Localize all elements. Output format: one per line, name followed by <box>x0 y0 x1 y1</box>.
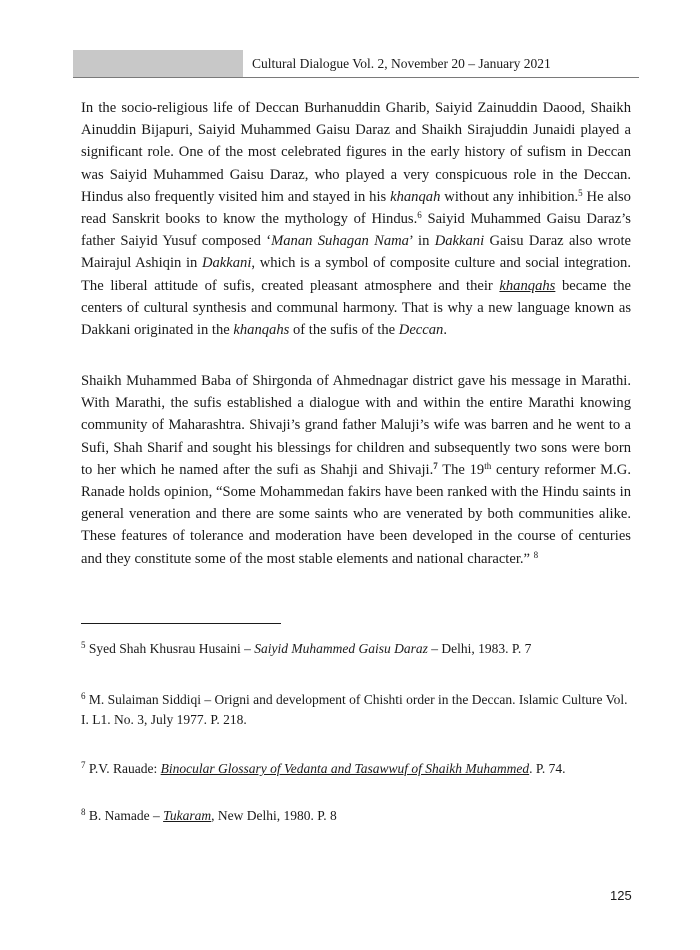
header-divider <box>73 77 639 78</box>
footnote-ref-8[interactable]: 8 <box>533 549 539 560</box>
ordinal-suffix: th <box>484 460 492 471</box>
text-run: The 19 <box>437 461 485 478</box>
footnote-number: 7 <box>81 760 86 770</box>
text-run: He also read Sanskrit books to know the mythology of Hindus. <box>81 188 631 228</box>
text-run: , New Delhi, 1980. P. 8 <box>211 808 337 823</box>
footnote-7 <box>81 759 633 779</box>
text-run: M. Sulaiman Siddiqi – Origni and development of Chishti order in the Deccan. Islamic Culture Vol. I. L1. No. 3, July 1977. P. 218. <box>81 692 628 727</box>
footnote-ref-5[interactable]: 5 <box>578 187 583 198</box>
italic-term: khanqah <box>390 188 441 205</box>
italic-term: Dakkani <box>201 255 252 272</box>
footnote-6 <box>81 690 633 730</box>
body-paragraph-1 <box>81 97 631 341</box>
text-run: , which is a symbol of composite culture and social integration. The liberal attitude of sufis, created pleasant atmosphere and their <box>81 255 631 294</box>
body-paragraph-2 <box>81 370 631 570</box>
text-run: In the socio-religious life of Deccan Burhanuddin Gharib, Saiyid Zainuddin Daood, Shaikh Ainuddin Bijapuri, Saiyid Muhammed Gaisu Daraz and Shaikh Sirajuddin Junaidi played a significant role. One of the most celebrated figures in the early history of sufism in Deccan was Saiyid Muhammed Gaisu Daraz, who played a very conspicuous role in the Deccan. Hindus also frequently visited him and stayed in his <box>81 100 631 205</box>
footnote-8 <box>81 806 633 826</box>
footnote-number: 8 <box>81 807 86 817</box>
text-run: – Delhi, 1983. P. 7 <box>427 641 532 656</box>
text-run: ’ in <box>408 233 435 250</box>
footnote-title: Binocular Glossary of Vedanta and Tasawwuf of Shaikh Muhammed <box>160 761 530 776</box>
text-run: Syed Shah Khusrau Husaini – <box>85 641 255 656</box>
footnote-title: Saiyid Muhammed Gaisu Daraz <box>254 641 428 656</box>
footnote-title: Tukaram <box>163 808 212 823</box>
page-number: 125 <box>610 888 632 903</box>
footnote-separator <box>81 623 281 624</box>
text-run: P.V. Rauade: <box>85 761 161 776</box>
text-run: of the sufis of the <box>289 322 399 339</box>
footnote-ref-7[interactable]: 7 <box>433 460 438 471</box>
text-run: B. Namade – <box>85 808 164 823</box>
header-shade-block <box>73 50 243 78</box>
text-run: without any inhibition. <box>440 188 579 205</box>
text-run: . P. 74. <box>529 761 566 776</box>
italic-underlined-term: khanqahs <box>499 277 556 294</box>
italic-term: Deccan <box>398 322 444 339</box>
text-run: became the centers of cultural synthesis and communal harmony. That is why a new language known as Dakkani originated in the <box>81 277 632 339</box>
text-run: Shaikh Muhammed Baba of Shirgonda of Ahmednagar district gave his message in Marathi. With Marathi, the sufis established a dialogue with and within the entire Marathi knowing community of Maharashtra. Shivaji’s grand father Maluji’s wife was barren and he went to a Sufi, Shah Sharif and sought his blessings for children and subsequently two sons were born to her which he named after the sufi as Shahji and Shivaji. <box>81 373 631 478</box>
footnote-ref-6[interactable]: 6 <box>417 210 422 221</box>
text-run: century reformer M.G. Ranade holds opinion, “Some Mohammedan fakirs have been ranked with the Hindu saints in general veneration and there are some saints who are venerated by both communities alike. These features of tolerance and moderation have been developed in the course of centuries and they constitute some of the most stable elements and national character.” <box>81 461 631 567</box>
text-run: Saiyid Muhammed Gaisu Daraz’s father Saiyid Yusuf composed ‘ <box>81 211 631 250</box>
text-run: . <box>443 322 448 339</box>
italic-term: Dakkani <box>434 233 485 250</box>
footnote-number: 5 <box>81 640 86 650</box>
italic-title: Manan Suhagan Nama <box>271 233 409 250</box>
journal-header-title: Cultural Dialogue Vol. 2, November 20 – January 2021 <box>252 56 551 71</box>
text-run: Gaisu Daraz also wrote Mairajul Ashiqin in <box>81 233 631 272</box>
footnote-5 <box>81 639 633 659</box>
footnote-number: 6 <box>81 691 86 701</box>
italic-term: khanqahs <box>233 322 290 339</box>
